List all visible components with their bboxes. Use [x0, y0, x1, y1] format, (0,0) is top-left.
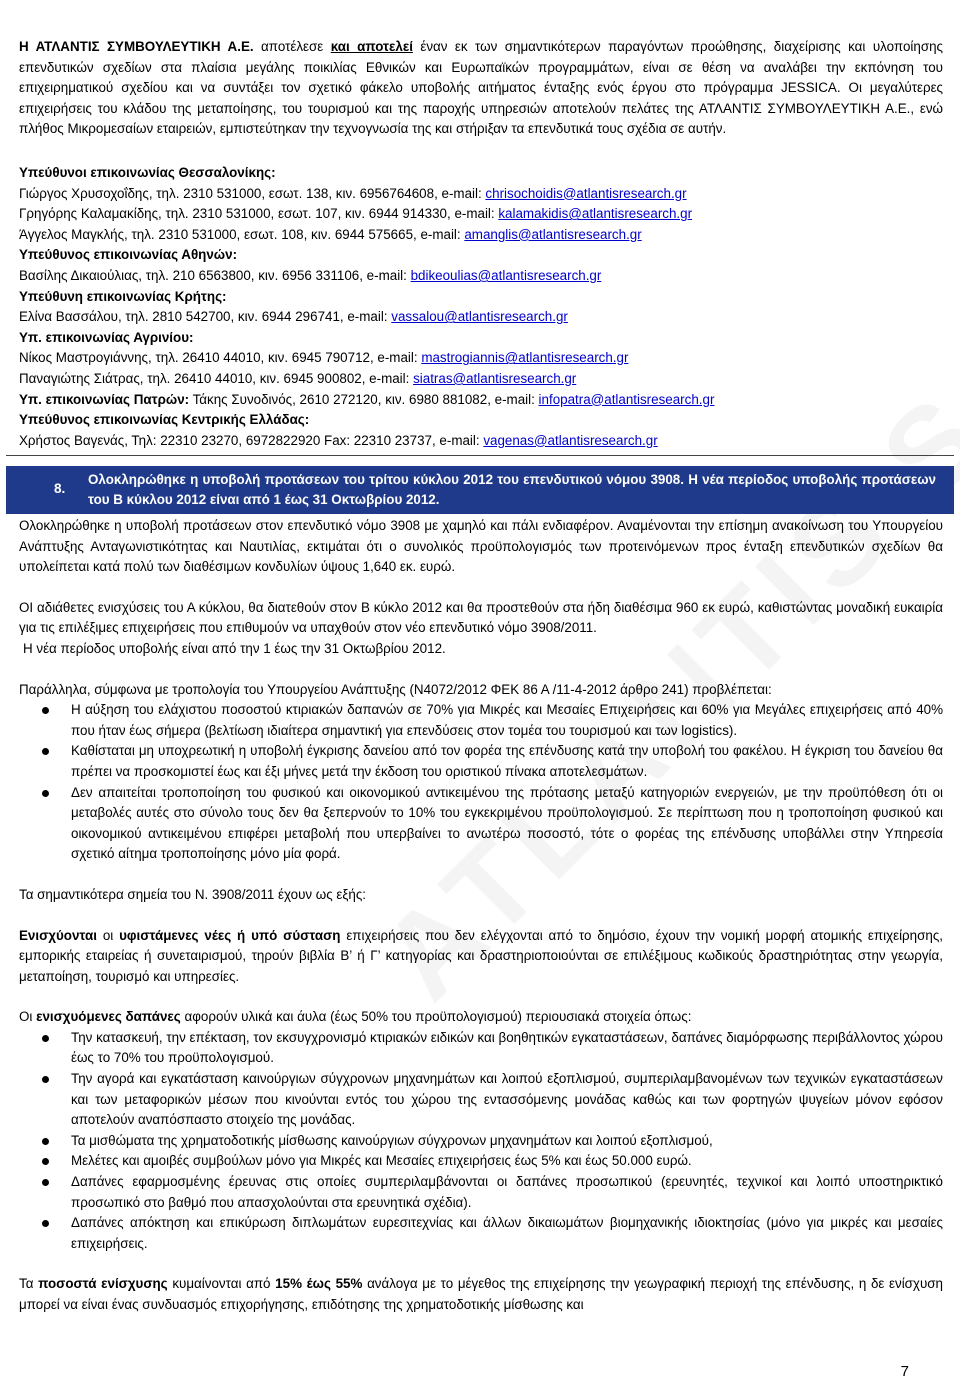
- bold-text: ενισχυόμενες δαπάνες: [36, 1009, 181, 1025]
- bullet-icon: [42, 748, 49, 755]
- list-item-text: Δαπάνες εφαρμοσμένης έρευνας στις οποίες συμπεριλαμβάνονται οι δαπάνες προσωπικού (ερευνητές, τεχνικοί και λοιπό υποστηρικτικό προσωπικό στο βαθμό που απασχολούνται στα ερευνητικά σχέδια).: [71, 1174, 943, 1210]
- email-link[interactable]: chrisochoidis@atlantisresearch.gr: [485, 185, 687, 201]
- contact-heading: Υπεύθυνος επικοινωνίας Αθηνών:: [19, 247, 238, 263]
- intro-underlined: και αποτελεί: [330, 39, 413, 54]
- body-paragraph: [19, 1274, 943, 1315]
- text: επιχειρήσεις που δεν ελέγχονται από το δημόσιο, έχουν την νομική μορφή ατομικής επιχείρησης, εμπορικής εταιρείας ή συνεταιρισμού, τηρούν βιβλία Β’ ή Γ’ κατηγορίας και δραστηριοποιούνται σε επιλέξιμους κωδικούς δραστηριότητας στην γεωργία, μεταποίηση, τουρισμό και υπηρεσίες.: [19, 927, 943, 984]
- email-link[interactable]: bdikeoulias@atlantisresearch.gr: [410, 267, 602, 283]
- list-item-text: Μελέτες και αμοιβές συμβούλων μόνο για Μικρές και Μεσαίες επιχειρήσεις έως 5% και έως 50.000 ευρώ.: [71, 1153, 692, 1169]
- contact-text: Βασίλης Δικαιούλιας, τηλ. 210 6563800, κιν. 6956 331106, e-mail:: [19, 267, 411, 283]
- contact-group-crete: [19, 287, 943, 328]
- company-name: Η ΑΤΛΑΝΤΙΣ ΣΥΜΒΟΥΛΕΥΤΙΚΗ Α.Ε.: [19, 39, 254, 54]
- list-item: [19, 741, 943, 782]
- body-paragraph: Παράλληλα, σύμφωνα με τροπολογία του Υπουργείου Ανάπτυξης (Ν4072/2012 ΦΕΚ 86 Α /11-4-2012 άρθρο 241) προβλέπεται:: [19, 681, 772, 697]
- intro-text-3: Οι μεγαλύτερες επιχειρήσεις του κλάδου της μεταποίησης, του τουρισμού και της παροχής υπηρεσιών αποτελούν πελάτες της ΑΤΛΑΝΤΙΣ ΣΥΜΒΟΥΛΕΥΤΙΚΗ Α.Ε., ενώ πλήθος Μικρομεσαίων εταιρειών, εμπιστεύτηκαν την τεχνογνωσία της και στήριξαν τα επενδυτικά τους σχέδια σε αυτήν.: [19, 80, 944, 137]
- intro-text-1: αποτέλεσε: [253, 39, 331, 54]
- contact-group-thessaloniki: [19, 163, 943, 245]
- bullet-icon: [42, 1158, 49, 1165]
- text: οι: [96, 927, 120, 943]
- email-link[interactable]: vagenas@atlantisresearch.gr: [483, 432, 658, 448]
- bullet-list: [19, 1028, 943, 1255]
- contact-heading: Υπ. επικοινωνίας Αγρινίου:: [19, 329, 194, 345]
- bold-text: ποσοστά ενίσχυσης: [38, 1276, 168, 1292]
- list-item: [19, 1151, 943, 1172]
- body-paragraph: Τα σημαντικότερα σημεία του Ν. 3908/2011 έχουν ως εξής:: [19, 886, 367, 902]
- contact-text: Γρηγόρης Καλαμακίδης, τηλ. 2310 531000, εσωτ. 107, κιν. 6944 914330, e-mail:: [19, 206, 499, 222]
- contact-text: Παναγιώτης Σιάτρας, τηλ. 26410 44010, κιν. 6945 900802, e-mail:: [19, 370, 414, 386]
- list-item: [19, 783, 943, 865]
- list-item: [19, 1028, 943, 1069]
- text: αφορούν υλικά και άυλα (έως 50% του προϋπολογισμού) περιουσιακά στοιχεία όπως:: [180, 1009, 692, 1025]
- bullet-icon: [42, 1076, 49, 1083]
- contact-group-athens: [19, 245, 943, 286]
- contact-line-patras: [19, 390, 943, 411]
- contact-line: [19, 225, 943, 246]
- email-link[interactable]: kalamakidis@atlantisresearch.gr: [498, 206, 693, 222]
- bullet-icon: [42, 1138, 49, 1145]
- bullet-icon: [42, 790, 49, 797]
- contact-line: [19, 204, 943, 225]
- bullet-icon: [42, 1179, 49, 1186]
- intro-text-2: έναν εκ των σημαντικότερων παραγόντων προώθησης, διαχείρισης και υλοποίησης επενδυτικών σχεδίων στα πλαίσια μεγάλης ποικιλίας Εθνικών και Ευρωπαϊκών προγραμμάτων, είναι σε θέση να αναλάβει την εκπόνηση του επιχειρηματικού σχεδίου και να συντάξει τον σχετικό φάκελο υποβολής αιτήματος ένταξης ενός έργου στο πρόγραμμα JESSICA.: [19, 39, 943, 96]
- text: Οι: [19, 1009, 37, 1025]
- email-link[interactable]: infopatra@atlantisresearch.gr: [538, 391, 715, 407]
- contact-heading: Υπεύθυνη επικοινωνίας Κρήτης:: [19, 288, 227, 304]
- bullet-icon: [42, 1035, 49, 1042]
- contact-text: Άγγελος Μαγκλής, τηλ. 2310 531000, εσωτ. 108, κιν. 6944 575665, e-mail:: [19, 226, 465, 242]
- list-item: [19, 1213, 943, 1254]
- contact-heading: Υπεύθυνος επικοινωνίας Κεντρικής Ελλάδας:: [19, 412, 310, 428]
- bullet-icon: [42, 707, 49, 714]
- contacts-block: [19, 163, 943, 451]
- text: ανάλογα με το μέγεθος της επιχείρησης την γεωγραφική περιοχή της επένδυσης, η δε ενίσχυση μπορεί να είναι ένας συνδυασμός επιχορήγησης, επιδότησης της χρηματοδοτικής μίσθωσης και: [19, 1276, 944, 1312]
- bold-text: υφιστάμενες νέες ή υπό σύσταση: [119, 927, 341, 943]
- body-paragraph: [19, 926, 943, 988]
- list-item: [19, 700, 943, 741]
- contact-text: Τάκης Συνοδινός, 2610 272120, κιν. 6980 881082, e-mail:: [189, 391, 539, 407]
- list-item-text: Καθίσταται μη υποχρεωτική η υποβολή έγκρισης δανείου από τον φορέα της επένδυσης κατά την υποβολή του φακέλου. Η έγκριση του δανείου θα πρέπει να προσκομιστεί έως και έξι μήνες μετά την έκδοση του οριστικού πίνακα αποτελεσμάτων.: [71, 743, 943, 779]
- contact-line: [19, 307, 943, 328]
- contact-group-agrinio: [19, 328, 943, 390]
- section-8-body: [19, 516, 943, 1316]
- list-item-text: Τα μισθώματα της χρηματοδοτικής μίσθωσης καινούργιων σύγχρονων μηχανημάτων και λοιπού εξοπλισμού,: [71, 1132, 713, 1148]
- bold-text: 15% έως 55%: [275, 1276, 363, 1292]
- contact-heading: Υπ. επικοινωνίας Πατρών:: [19, 391, 190, 407]
- section-divider: [6, 455, 954, 456]
- list-item: [19, 1069, 943, 1131]
- body-paragraph: Η νέα περίοδος υποβολής είναι από την 1 έως την 31 Οκτωβρίου 2012.: [23, 640, 446, 656]
- contact-heading: Υπεύθυνοι επικοινωνίας Θεσσαλονίκης:: [19, 165, 276, 180]
- email-link[interactable]: vassalou@atlantisresearch.gr: [391, 309, 568, 325]
- section-title: Ολοκληρώθηκε η υποβολή προτάσεων του τρίτου κύκλου 2012 του επενδυτικού νόμου 3908. Η νέα περίοδος υποβολής προτάσεων του Β κύκλου 2012 είναι από 1 έως 31 Οκτωβρίου 2012.: [88, 472, 936, 507]
- contact-text: Νίκος Μαστρογιάννης, τηλ. 26410 44010, κιν. 6945 790712, e-mail:: [19, 350, 422, 366]
- page-number: 7: [900, 1363, 909, 1380]
- email-link[interactable]: siatras@atlantisresearch.gr: [413, 370, 577, 386]
- contact-text: Ελίνα Βασσάλου, τηλ. 2810 542700, κιν. 6944 296741, e-mail:: [19, 309, 392, 325]
- bullet-icon: [42, 1220, 49, 1227]
- contact-text: Χρήστος Βαγενάς, Τηλ: 22310 23270, 6972822920 Fax: 22310 23737, e-mail:: [19, 432, 484, 448]
- section-8-header: [6, 466, 954, 514]
- list-item-text: Δεν απαιτείται τροποποίηση του φυσικού και οικονομικού αντικειμένου της πρότασης μεταξύ κατηγοριών ενεργειών, με την προϋπόθεση ότι οι μεταβολές αυτές στο σύνολο τους δεν θα ξεπερνούν το 10% του εγκεκριμένου προϋπολογισμού. Σε περίπτωση που η τροποποίηση φυσικού και οικονομικού αντικειμένου επιφέρει μεταβολή που υπερβαίνει το ανωτέρω ποσοστό, τότε ο φορέας της επένδυσης υποβάλλει στην Υπηρεσία σχετικό αίτημα τροποποίησης μόνο μία φορά.: [71, 784, 943, 862]
- list-item: [19, 1172, 943, 1213]
- email-link[interactable]: mastrogiannis@atlantisresearch.gr: [421, 350, 629, 366]
- text: Τα: [19, 1276, 39, 1292]
- bold-text: Ενισχύονται: [19, 927, 97, 943]
- bullet-list: [19, 700, 943, 865]
- list-item-text: Την κατασκευή, την επέκταση, τον εκσυγχρονισμό κτιριακών ειδικών και βοηθητικών εγκαταστάσεων, δαπάνες διαμόρφωσης περιβάλλοντος χώρου έως το 70% του προϋπολογισμού.: [71, 1029, 943, 1066]
- contact-text: Γιώργος Χρυσοχοΐδης, τηλ. 2310 531000, εσωτ. 138, κιν. 6956764608, e-mail:: [19, 185, 486, 201]
- list-item-text: Την αγορά και εγκατάσταση καινούργιων σύγχρονων μηχανημάτων και λοιπού εξοπλισμού, συμπεριλαμβανομένων των τεχνικών εγκαταστάσεων και των μεταφορικών μέσων που κινούνται εντός του χώρου της εντασσόμενης μονάδας καθώς και των φορτηγών ψυγείων μόνον εφόσον αποτελούν αναπόσπαστο στοιχείο της μονάδας.: [71, 1071, 943, 1128]
- section-number: 8.: [54, 481, 66, 496]
- contact-line: [19, 348, 943, 369]
- body-paragraph: ΟΙ αδιάθετες ενισχύσεις του Α κύκλου, θα διατεθούν στον Β κύκλο 2012 και θα προστεθούν στα ήδη διαθέσιμα 960 εκ ευρώ, καθιστώντας μοναδική ευκαιρία για τις επιλέξιμες επιχειρήσεις που επιθυμούν να υπαχθούν στον νέο επενδυτικό νόμο 3908/2011.: [19, 599, 943, 636]
- text: κυμαίνονται από: [167, 1276, 276, 1292]
- contact-line: [19, 184, 943, 205]
- list-item-text: Δαπάνες απόκτηση και επικύρωση διπλωμάτων ευρεσιτεχνίας και άλλων δικαιωμάτων βιομηχανικής ιδιοκτησίας (μόνο για μικρές και μεσαίες επιχειρήσεις.: [71, 1215, 943, 1251]
- body-paragraph: [19, 1007, 943, 1028]
- list-item: [19, 1131, 943, 1152]
- intro-paragraph: [19, 37, 943, 140]
- list-item-text: Η αύξηση του ελάχιστου ποσοστού κτιριακών δαπανών σε 70% για Μικρές και Μεσαίες Επιχειρήσεις και 60% για Μεγάλες επιχειρήσεις από 40% που ήταν έως σήμερα (βελτίωση ιδιαίτερα σημαντική για επενδύσεις στον τομέα του τουρισμού και των logistics).: [71, 702, 943, 738]
- contact-line: [19, 266, 943, 287]
- body-paragraph: Ολοκληρώθηκε η υποβολή προτάσεων στον επενδυτικό νόμο 3908 με χαμηλό και πάλι ενδιαφέρον. Αναμένονται την επίσημη ανακοίνωση του Υπουργείου Ανάπτυξης Ανταγωνιστικότητας και Ναυτιλίας, εκτιμάται ότι ο συνολικός προϋπολογισμός των προτεινόμενων προς ένταξη επενδυτικών σχεδίων θα υπολείπεται κατά πολύ των διαθέσιμων κονδυλίων ύψους 1,640 εκ. ευρώ.: [19, 518, 943, 575]
- email-link[interactable]: amanglis@atlantisresearch.gr: [464, 226, 642, 242]
- contact-line: [19, 431, 943, 452]
- contact-line: [19, 369, 943, 390]
